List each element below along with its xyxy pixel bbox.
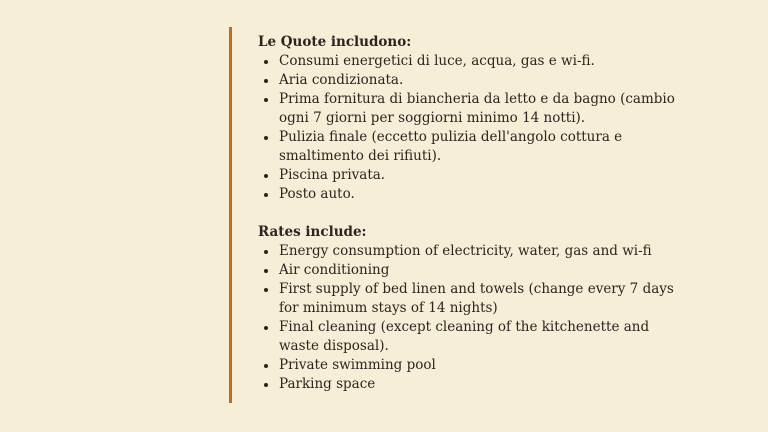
list-item: Air conditioning (258, 261, 678, 280)
list-item: Consumi energetici di luce, acqua, gas e wi-fi. (258, 52, 678, 71)
english-list (258, 242, 678, 394)
section-spacer (258, 204, 678, 223)
list-item: Piscina privata. (258, 166, 678, 185)
rates-content (258, 33, 678, 394)
list-item: First supply of bed linen and towels (change every 7 days for minimum stays of 14 nights) (258, 280, 678, 318)
list-item: Final cleaning (except cleaning of the kitchenette and waste disposal). (258, 318, 678, 356)
list-item: Private swimming pool (258, 356, 678, 375)
list-item: Posto auto. (258, 185, 678, 204)
list-item: Prima fornitura di biancheria da letto e da bagno (cambio ogni 7 giorni per soggiorni minimo 14 notti). (258, 90, 678, 128)
list-item: Energy consumption of electricity, water, gas and wi-fi (258, 242, 678, 261)
italian-heading: Le Quote includono: (258, 34, 412, 50)
list-item: Pulizia finale (eccetto pulizia dell'angolo cottura e smaltimento dei rifiuti). (258, 128, 678, 166)
english-heading: Rates include: (258, 224, 367, 240)
accent-divider-bar (229, 27, 232, 403)
italian-list (258, 52, 678, 204)
list-item: Aria condizionata. (258, 71, 678, 90)
list-item: Parking space (258, 375, 678, 394)
